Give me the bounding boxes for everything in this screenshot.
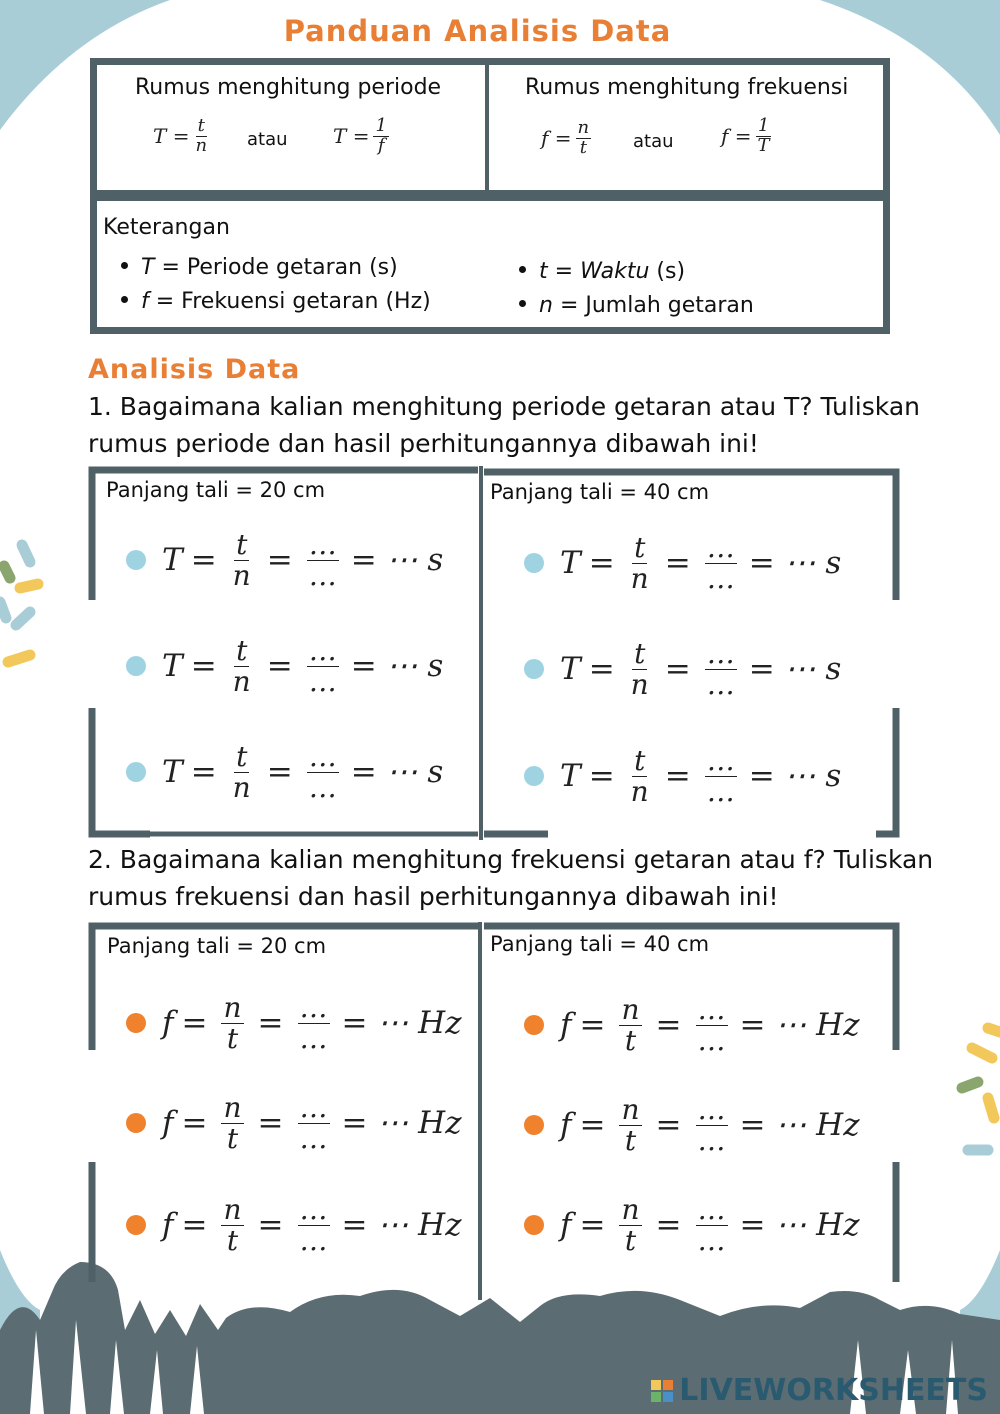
bullet-dot xyxy=(126,762,146,782)
eq-denominator: t xyxy=(624,1223,637,1257)
period-left-row-1 xyxy=(126,515,443,605)
question-2-line-2: rumus frekuensi dan hasil perhitungannya dibawah ini! xyxy=(88,882,779,911)
frequency-left-row-1 xyxy=(126,978,462,1068)
page-title: Panduan Analisis Data xyxy=(283,14,672,48)
blank-numerator-input[interactable]: … xyxy=(697,993,726,1027)
logo-text: LIVEWORKSHEETS xyxy=(679,1373,988,1408)
eq-result-input[interactable]: = ⋯ s xyxy=(350,542,444,578)
blank-denominator-input[interactable]: … xyxy=(308,558,337,592)
period-left-row-3 xyxy=(126,727,443,817)
eq-sign: = xyxy=(588,651,615,687)
frequency-formula-1 xyxy=(541,119,591,158)
eq-denominator: t xyxy=(226,1223,239,1257)
equation xyxy=(560,746,841,806)
equation xyxy=(560,639,841,699)
or-label: atau xyxy=(633,131,674,152)
frequency-formula-2 xyxy=(721,117,772,156)
eq-sign: = xyxy=(266,542,293,578)
bullet-dot xyxy=(126,1013,146,1033)
eq-lhs: f xyxy=(162,1105,174,1141)
blank-numerator-input[interactable]: … xyxy=(697,1093,726,1127)
formula-lhs: T = xyxy=(333,124,370,149)
eq-lhs: T xyxy=(560,758,581,794)
blank-numerator-input[interactable]: … xyxy=(308,740,337,774)
equation xyxy=(162,742,443,802)
eq-numerator: t xyxy=(634,637,646,671)
section-title: Analisis Data xyxy=(88,354,301,385)
period-left-caption: Panjang tali = 20 cm xyxy=(106,478,326,502)
eq-result-input[interactable]: = ⋯ Hz xyxy=(341,1005,462,1041)
eq-lhs: T xyxy=(162,754,183,790)
period-right-caption: Panjang tali = 40 cm xyxy=(490,480,710,504)
eq-sign: = xyxy=(588,545,615,581)
period-right-row-3 xyxy=(524,731,841,821)
frequency-right-caption: Panjang tali = 40 cm xyxy=(490,932,710,956)
liveworksheets-logo xyxy=(651,1373,988,1408)
eq-lhs: f xyxy=(560,1007,572,1043)
bullet-dot xyxy=(524,659,544,679)
frequency-right-row-3 xyxy=(524,1180,860,1270)
frequency-right-row-1 xyxy=(524,980,860,1070)
formula-numerator: t xyxy=(197,115,205,136)
eq-sign: = xyxy=(257,1005,284,1041)
formula-numerator: n xyxy=(577,117,590,138)
bullet-dot xyxy=(524,1015,544,1035)
eq-result-input[interactable]: = ⋯ s xyxy=(748,758,842,794)
equation xyxy=(162,636,443,696)
eq-sign: = xyxy=(579,1007,606,1043)
eq-sign: = xyxy=(190,754,217,790)
equation xyxy=(560,533,841,593)
or-label: atau xyxy=(247,129,288,150)
eq-sign: = xyxy=(266,754,293,790)
eq-denominator: n xyxy=(630,561,649,595)
bullet-dot xyxy=(524,766,544,786)
eq-result-input[interactable]: = ⋯ Hz xyxy=(739,1007,860,1043)
eq-numerator: t xyxy=(634,531,646,565)
blank-numerator-input[interactable]: … xyxy=(299,991,328,1025)
eq-sign: = xyxy=(257,1105,284,1141)
eq-numerator: t xyxy=(236,528,248,562)
blank-numerator-input[interactable]: … xyxy=(308,528,337,562)
formula-lhs: T = xyxy=(153,124,190,149)
formula-numerator: 1 xyxy=(375,115,387,136)
eq-numerator: n xyxy=(621,993,640,1027)
period-left-row-2 xyxy=(126,621,443,711)
bullet-dot xyxy=(126,550,146,570)
blank-denominator-input[interactable]: … xyxy=(308,770,337,804)
equation xyxy=(560,995,860,1055)
eq-lhs: f xyxy=(162,1005,174,1041)
blank-denominator-input[interactable]: … xyxy=(697,1223,726,1257)
eq-numerator: t xyxy=(236,740,248,774)
equation xyxy=(162,1195,462,1255)
blank-denominator-input[interactable]: … xyxy=(697,1123,726,1157)
eq-denominator: t xyxy=(226,1021,239,1055)
frequency-right-row-2 xyxy=(524,1080,860,1170)
blank-denominator-input[interactable]: … xyxy=(697,1023,726,1057)
eq-sign: = xyxy=(588,758,615,794)
eq-lhs: f xyxy=(162,1207,174,1243)
eq-result-input[interactable]: = ⋯ s xyxy=(748,545,842,581)
frequency-left-caption: Panjang tali = 20 cm xyxy=(107,934,327,958)
eq-sign: = xyxy=(579,1107,606,1143)
formula-denominator: t xyxy=(579,136,587,158)
question-2-line-1: 2. Bagaimana kalian menghitung frekuensi getaran atau f? Tuliskan xyxy=(88,845,934,874)
blank-numerator-input[interactable]: … xyxy=(706,744,735,778)
eq-numerator: n xyxy=(621,1093,640,1127)
eq-sign: = xyxy=(655,1007,682,1043)
eq-lhs: f xyxy=(560,1207,572,1243)
eq-denominator: t xyxy=(624,1023,637,1057)
eq-sign: = xyxy=(579,1207,606,1243)
eq-denominator: n xyxy=(630,774,649,808)
formula-numerator: 1 xyxy=(757,115,770,136)
legend-item: T = Periode getaran (s) xyxy=(117,251,431,285)
blank-numerator-input[interactable]: … xyxy=(299,1193,328,1227)
eq-numerator: n xyxy=(223,1091,242,1125)
eq-denominator: t xyxy=(624,1123,637,1157)
eq-denominator: n xyxy=(232,770,251,804)
legend-title: Keterangan xyxy=(103,215,230,240)
bullet-dot xyxy=(126,656,146,676)
eq-numerator: n xyxy=(223,1193,242,1227)
equation xyxy=(162,993,462,1053)
eq-result-input[interactable]: = ⋯ s xyxy=(748,651,842,687)
eq-result-input[interactable]: = ⋯ s xyxy=(350,648,444,684)
bullet-dot xyxy=(524,1115,544,1135)
formula-lhs: f = xyxy=(721,124,752,149)
eq-sign: = xyxy=(181,1105,208,1141)
blank-numerator-input[interactable]: … xyxy=(706,531,735,565)
eq-numerator: n xyxy=(223,991,242,1025)
blank-numerator-input[interactable]: … xyxy=(299,1091,328,1125)
eq-denominator: n xyxy=(232,558,251,592)
question-1-line-2: rumus periode dan hasil perhitungannya dibawah ini! xyxy=(88,429,759,458)
eq-sign: = xyxy=(190,648,217,684)
legend-list-right xyxy=(515,255,754,323)
blank-denominator-input[interactable]: … xyxy=(299,1121,328,1155)
formula-box-divider xyxy=(485,65,489,193)
blank-numerator-input[interactable]: … xyxy=(706,637,735,671)
period-formula-heading: Rumus menghitung periode xyxy=(135,75,442,100)
eq-result-input[interactable]: = ⋯ Hz xyxy=(341,1105,462,1141)
blank-denominator-input[interactable]: … xyxy=(299,1021,328,1055)
eq-result-input[interactable]: = ⋯ Hz xyxy=(739,1207,860,1243)
period-right-row-2 xyxy=(524,624,841,714)
equation xyxy=(560,1095,860,1155)
eq-sign: = xyxy=(181,1207,208,1243)
eq-denominator: t xyxy=(226,1121,239,1155)
eq-result-input[interactable]: = ⋯ Hz xyxy=(739,1107,860,1143)
formula-box xyxy=(90,58,890,196)
period-right-row-1 xyxy=(524,518,841,608)
blank-denominator-input[interactable]: … xyxy=(706,774,735,808)
eq-sign: = xyxy=(181,1005,208,1041)
eq-lhs: f xyxy=(560,1107,572,1143)
legend-item: t = Waktu (s) xyxy=(515,255,754,289)
blank-denominator-input[interactable]: … xyxy=(706,667,735,701)
legend-list-left xyxy=(117,251,431,319)
logo-mark-icon xyxy=(651,1380,673,1402)
legend-item: n = Jumlah getaran xyxy=(515,289,754,323)
question-1-line-1: 1. Bagaimana kalian menghitung periode getaran atau T? Tuliskan xyxy=(88,392,920,421)
formula-denominator: f xyxy=(377,134,385,156)
blank-denominator-input[interactable]: … xyxy=(308,664,337,698)
frequency-formula-heading: Rumus menghitung frekuensi xyxy=(525,75,849,100)
eq-numerator: n xyxy=(621,1193,640,1227)
bullet-dot xyxy=(524,1215,544,1235)
legend-item: f = Frekuensi getaran (Hz) xyxy=(117,285,431,319)
bullet-dot xyxy=(126,1113,146,1133)
eq-sign: = xyxy=(664,545,691,581)
equation xyxy=(162,530,443,590)
bullet-dot xyxy=(524,553,544,573)
blank-denominator-input[interactable]: … xyxy=(706,561,735,595)
question-1 xyxy=(88,388,920,462)
eq-sign: = xyxy=(655,1207,682,1243)
formula-lhs: f = xyxy=(541,126,572,151)
frequency-left-row-3 xyxy=(126,1180,462,1270)
eq-sign: = xyxy=(257,1207,284,1243)
eq-result-input[interactable]: = ⋯ Hz xyxy=(341,1207,462,1243)
equation xyxy=(162,1093,462,1153)
eq-sign: = xyxy=(664,758,691,794)
blank-numerator-input[interactable]: … xyxy=(697,1193,726,1227)
eq-denominator: n xyxy=(630,667,649,701)
eq-sign: = xyxy=(664,651,691,687)
eq-sign: = xyxy=(655,1107,682,1143)
eq-numerator: t xyxy=(236,634,248,668)
bullet-dot xyxy=(126,1215,146,1235)
eq-result-input[interactable]: = ⋯ s xyxy=(350,754,444,790)
frequency-left-row-2 xyxy=(126,1078,462,1168)
period-formula-1 xyxy=(153,117,209,156)
formula-denominator: T xyxy=(757,134,770,156)
question-2 xyxy=(88,841,933,915)
eq-sign: = xyxy=(190,542,217,578)
eq-lhs: T xyxy=(560,545,581,581)
eq-lhs: T xyxy=(162,542,183,578)
legend-box xyxy=(90,194,890,334)
eq-numerator: t xyxy=(634,744,646,778)
eq-lhs: T xyxy=(162,648,183,684)
eq-sign: = xyxy=(266,648,293,684)
period-formula-2 xyxy=(333,117,389,156)
eq-denominator: n xyxy=(232,664,251,698)
blank-denominator-input[interactable]: … xyxy=(299,1223,328,1257)
formula-denominator: n xyxy=(195,134,208,156)
equation xyxy=(560,1195,860,1255)
blank-numerator-input[interactable]: … xyxy=(308,634,337,668)
eq-lhs: T xyxy=(560,651,581,687)
